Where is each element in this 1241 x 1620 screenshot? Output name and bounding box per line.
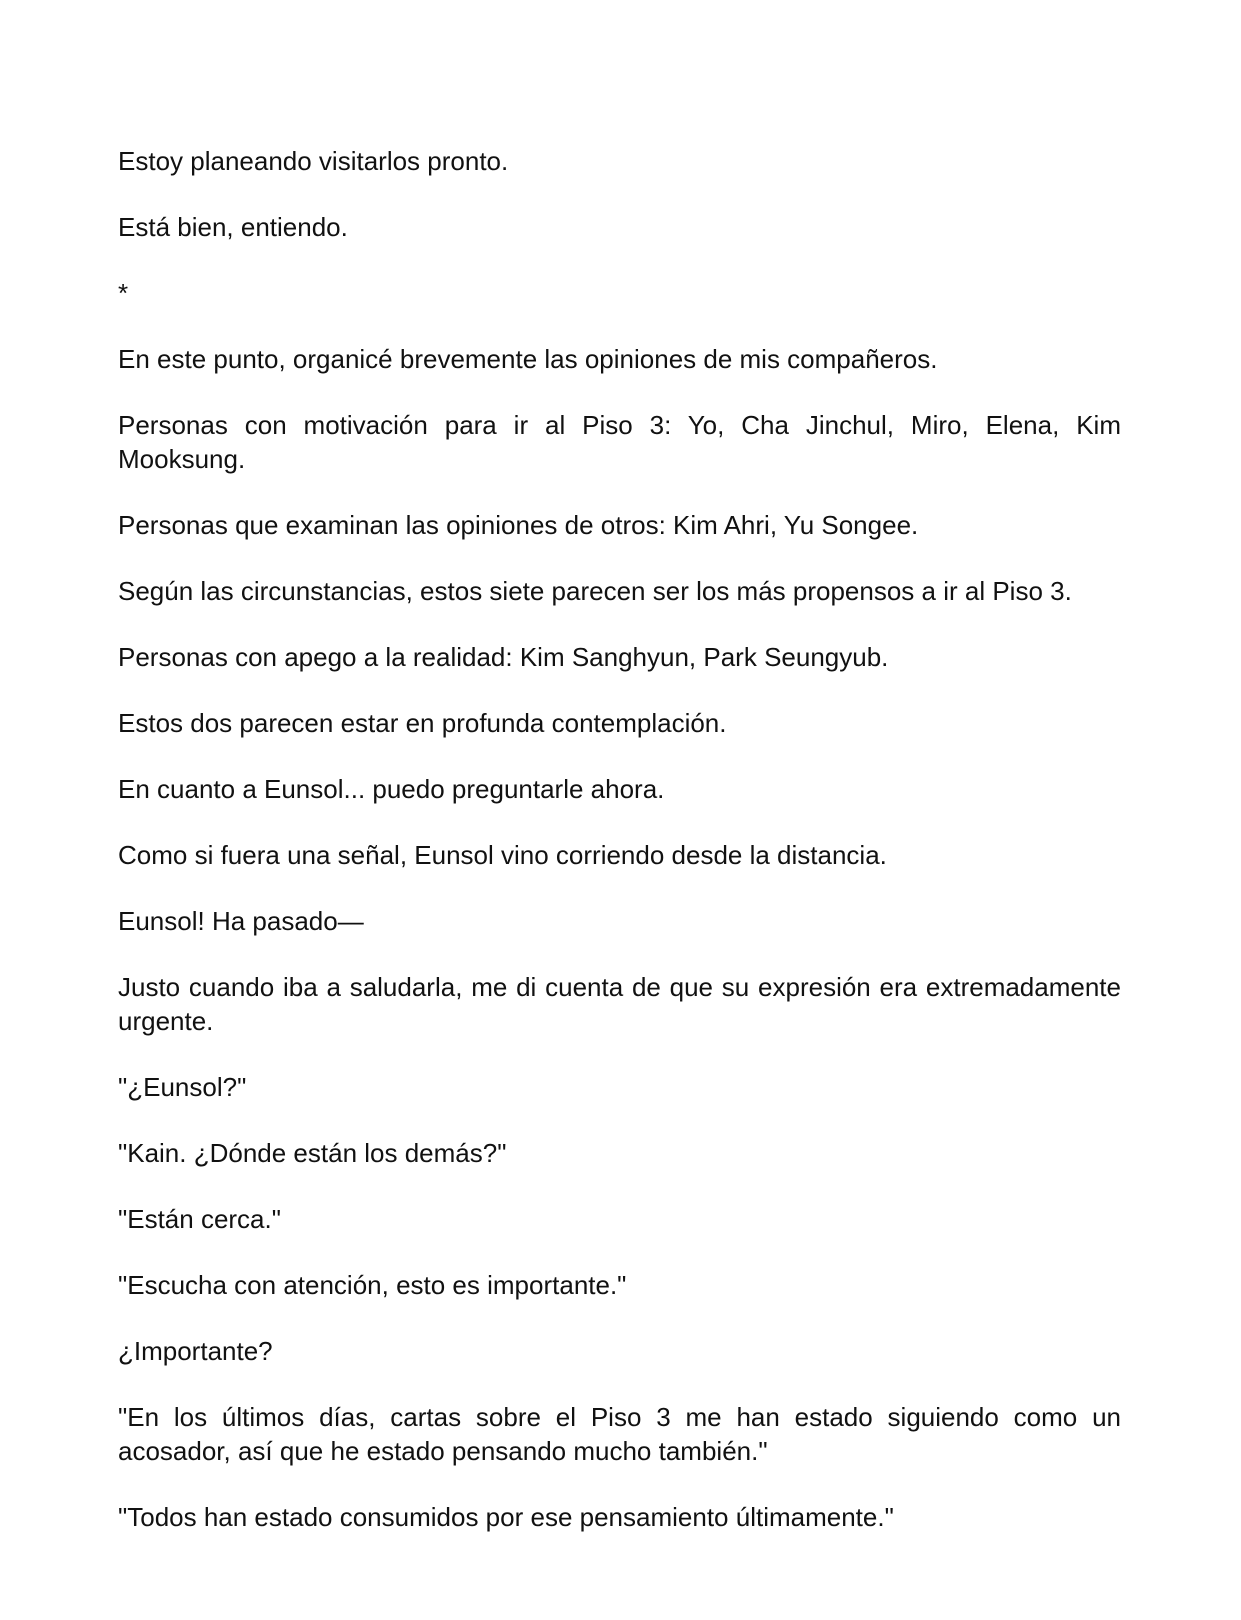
dialogue-line: "Kain. ¿Dónde están los demás?" <box>118 1138 507 1168</box>
dialogue-line: "Todos han estado consumidos por ese pensamiento últimamente." <box>118 1502 894 1532</box>
paragraph: Personas con motivación para ir al Piso 3: Yo, Cha Jinchul, Miro, Elena, Kim Mooksung. <box>118 410 1121 474</box>
paragraph: Personas con apego a la realidad: Kim Sanghyun, Park Seungyub. <box>118 642 889 672</box>
paragraph: En cuanto a Eunsol... puedo preguntarle ahora. <box>118 774 665 804</box>
paragraph: Como si fuera una señal, Eunsol vino corriendo desde la distancia. <box>118 840 887 870</box>
paragraph: Justo cuando iba a saludarla, me di cuenta de que su expresión era extremadamente urgente. <box>118 972 1121 1036</box>
dialogue-line: "¿Eunsol?" <box>118 1072 247 1102</box>
paragraph: Estos dos parecen estar en profunda contemplación. <box>118 708 727 738</box>
paragraph: Está bien, entiendo. <box>118 212 348 242</box>
dialogue-line: "En los últimos días, cartas sobre el Piso 3 me han estado siguiendo como un acosador, así que he estado pensando mucho también." <box>118 1402 1121 1466</box>
paragraph: ¿Importante? <box>118 1336 273 1366</box>
paragraph: Según las circunstancias, estos siete parecen ser los más propensos a ir al Piso 3. <box>118 576 1072 606</box>
document-page <box>118 144 1121 1566</box>
scene-break: * <box>118 278 129 308</box>
paragraph: Estoy planeando visitarlos pronto. <box>118 146 509 176</box>
paragraph: Eunsol! Ha pasado— <box>118 906 364 936</box>
paragraph: En este punto, organicé brevemente las opiniones de mis compañeros. <box>118 344 938 374</box>
dialogue-line: "Están cerca." <box>118 1204 281 1234</box>
paragraph: Personas que examinan las opiniones de otros: Kim Ahri, Yu Songee. <box>118 510 919 540</box>
dialogue-line: "Escucha con atención, esto es importante." <box>118 1270 627 1300</box>
